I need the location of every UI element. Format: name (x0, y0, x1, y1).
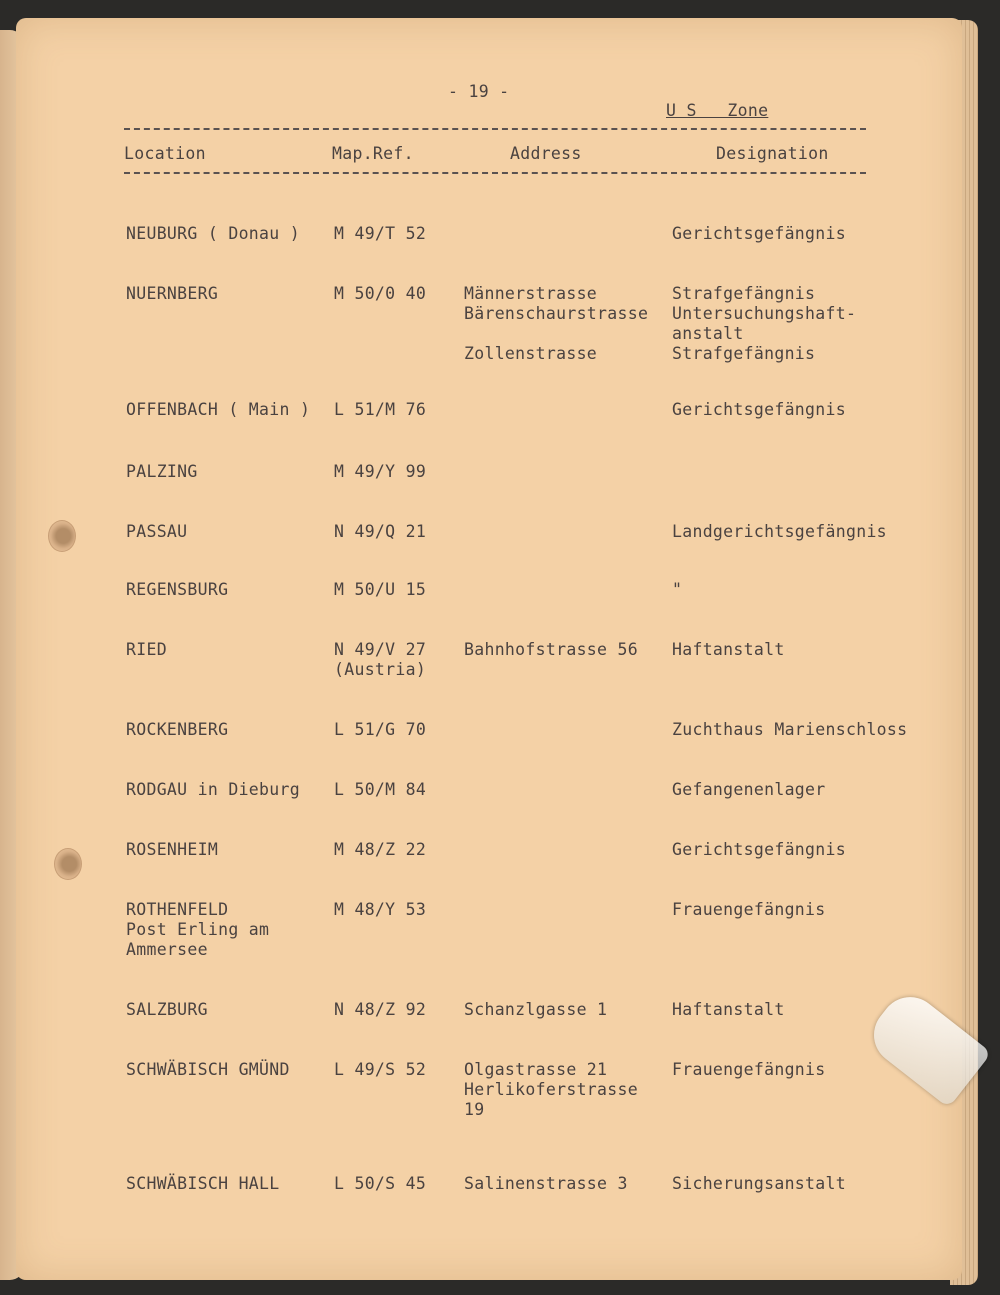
cell-location: PALZING (126, 462, 198, 481)
cell-designation: Haftanstalt (672, 640, 785, 659)
cell-location: RIED (126, 640, 167, 659)
cell-designation: Zuchthaus Marienschloss (672, 720, 908, 739)
cell-address: Olgastrasse 21 Herlikoferstrasse 19 (464, 1060, 638, 1119)
cell-map-ref: M 50/0 40 (334, 284, 427, 303)
cell-designation: Gerichtsgefängnis (672, 840, 846, 859)
cell-map-ref: N 48/Z 92 (334, 1000, 427, 1019)
cell-designation: Frauengefängnis (672, 1060, 826, 1079)
cell-map-ref: L 50/S 45 (334, 1174, 427, 1193)
punch-hole-upper (48, 520, 76, 552)
cell-designation: Frauengefängnis (672, 900, 826, 919)
cell-location: NUERNBERG (126, 284, 219, 303)
zone-label: U S Zone (666, 101, 769, 120)
cell-map-ref: M 49/Y 99 (334, 462, 427, 481)
cell-map-ref: N 49/V 27 (Austria) (334, 640, 427, 679)
cell-designation: Strafgefängnis Untersuchungshaft- anstalt Strafgefängnis (672, 284, 857, 363)
cell-map-ref: M 48/Z 22 (334, 840, 427, 859)
cell-location: SCHWÄBISCH HALL (126, 1174, 280, 1193)
cell-address: Salinenstrasse 3 (464, 1174, 628, 1193)
cell-map-ref: L 49/S 52 (334, 1060, 427, 1079)
cell-designation: Gefangenenlager (672, 780, 826, 799)
document-page (16, 18, 962, 1280)
cell-designation: Haftanstalt (672, 1000, 785, 1019)
cell-map-ref: L 51/M 76 (334, 400, 427, 419)
cell-location: ROTHENFELD Post Erling am Ammersee (126, 900, 270, 959)
cell-address: Bahnhofstrasse 56 (464, 640, 638, 659)
header-location: Location (124, 144, 206, 163)
header-designation: Designation (716, 144, 829, 163)
cell-map-ref: M 49/T 52 (334, 224, 427, 243)
cell-designation: " (672, 580, 683, 599)
cell-location: OFFENBACH ( Main ) (126, 400, 311, 419)
header-map-ref: Map.Ref. (332, 144, 414, 163)
cell-location: REGENSBURG (126, 580, 229, 599)
cell-map-ref: L 50/M 84 (334, 780, 427, 799)
cell-location: RODGAU in Dieburg (126, 780, 300, 799)
cell-designation: Sicherungsanstalt (672, 1174, 846, 1193)
header-address: Address (510, 144, 582, 163)
cell-address: Schanzlgasse 1 (464, 1000, 608, 1019)
cell-designation: Landgerichtsgefängnis (672, 522, 887, 541)
cell-location: ROSENHEIM (126, 840, 219, 859)
page-number: - 19 - (448, 82, 510, 101)
cell-map-ref: N 49/Q 21 (334, 522, 427, 541)
cell-map-ref: M 48/Y 53 (334, 900, 427, 919)
punch-hole-lower (54, 848, 82, 880)
cell-location: SALZBURG (126, 1000, 208, 1019)
cell-map-ref: M 50/U 15 (334, 580, 427, 599)
header-rule-top (124, 128, 866, 130)
cell-location: ROCKENBERG (126, 720, 229, 739)
cell-location: PASSAU (126, 522, 188, 541)
cell-designation: Gerichtsgefängnis (672, 400, 846, 419)
cell-location: NEUBURG ( Donau ) (126, 224, 300, 243)
header-rule-bottom (124, 172, 866, 174)
cell-designation: Gerichtsgefängnis (672, 224, 846, 243)
cell-map-ref: L 51/G 70 (334, 720, 427, 739)
cell-location: SCHWÄBISCH GMÜND (126, 1060, 290, 1079)
cell-address: Männerstrasse Bärenschaurstrasse Zollenstrasse (464, 284, 649, 363)
